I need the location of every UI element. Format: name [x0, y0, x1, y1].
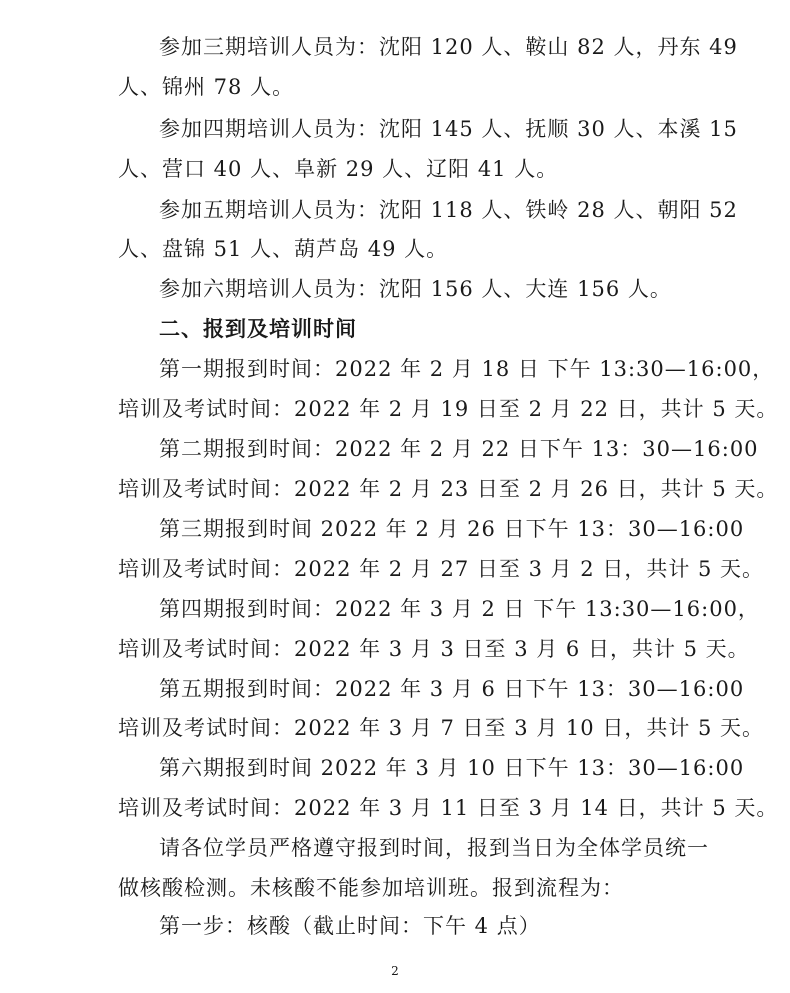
step-one-line: 第一步：核酸（截止时间：下午 4 点）: [159, 914, 541, 938]
schedule-line: 第二期报到时间：2022 年 2 月 22 日下午 13：30—16:00: [159, 437, 759, 461]
schedule-line: 培训及考试时间：2022 年 2 月 27 日至 3 月 2 日，共计 5 天。: [118, 557, 765, 581]
schedule-line: 培训及考试时间：2022 年 3 月 7 日至 3 月 10 日，共计 5 天。: [118, 716, 765, 740]
schedule-line: 培训及考试时间：2022 年 3 月 11 日至 3 月 14 日，共计 5 天。: [118, 796, 779, 820]
paragraph-line: 人、锦州 78 人。: [118, 75, 295, 99]
notice-line: 请各位学员严格遵守报到时间，报到当日为全体学员统一: [159, 836, 709, 860]
schedule-line: 培训及考试时间：2022 年 3 月 3 日至 3 月 6 日，共计 5 天。: [118, 637, 750, 661]
paragraph-line: 参加三期培训人员为：沈阳 120 人、鞍山 82 人，丹东 49: [159, 35, 738, 59]
schedule-line: 培训及考试时间：2022 年 2 月 19 日至 2 月 22 日，共计 5 天。: [118, 397, 779, 421]
section-heading: 二、报到及培训时间: [159, 317, 357, 341]
schedule-line: 第一期报到时间：2022 年 2 月 18 日 下午 13:30—16:00，: [159, 357, 775, 381]
schedule-line: 培训及考试时间：2022 年 2 月 23 日至 2 月 26 日，共计 5 天。: [118, 477, 779, 501]
schedule-line: 第四期报到时间：2022 年 3 月 2 日 下午 13:30—16:00，: [159, 597, 760, 621]
paragraph-line: 参加六期培训人员为：沈阳 156 人、大连 156 人。: [159, 277, 672, 301]
schedule-line: 第五期报到时间：2022 年 3 月 6 日下午 13：30—16:00: [159, 677, 745, 701]
schedule-line: 第三期报到时间 2022 年 2 月 26 日下午 13：30—16:00: [159, 517, 745, 541]
paragraph-line: 人、盘锦 51 人、葫芦岛 49 人。: [118, 237, 449, 261]
page-number: 2: [391, 964, 399, 978]
schedule-line: 第六期报到时间 2022 年 3 月 10 日下午 13：30—16:00: [159, 756, 745, 780]
paragraph-line: 参加四期培训人员为：沈阳 145 人、抚顺 30 人、本溪 15: [159, 117, 738, 141]
paragraph-line: 人、营口 40 人、阜新 29 人、辽阳 41 人。: [118, 157, 559, 181]
paragraph-line: 参加五期培训人员为：沈阳 118 人、铁岭 28 人、朝阳 52: [159, 198, 738, 222]
notice-line: 做核酸检测。未核酸不能参加培训班。报到流程为：: [118, 876, 624, 900]
